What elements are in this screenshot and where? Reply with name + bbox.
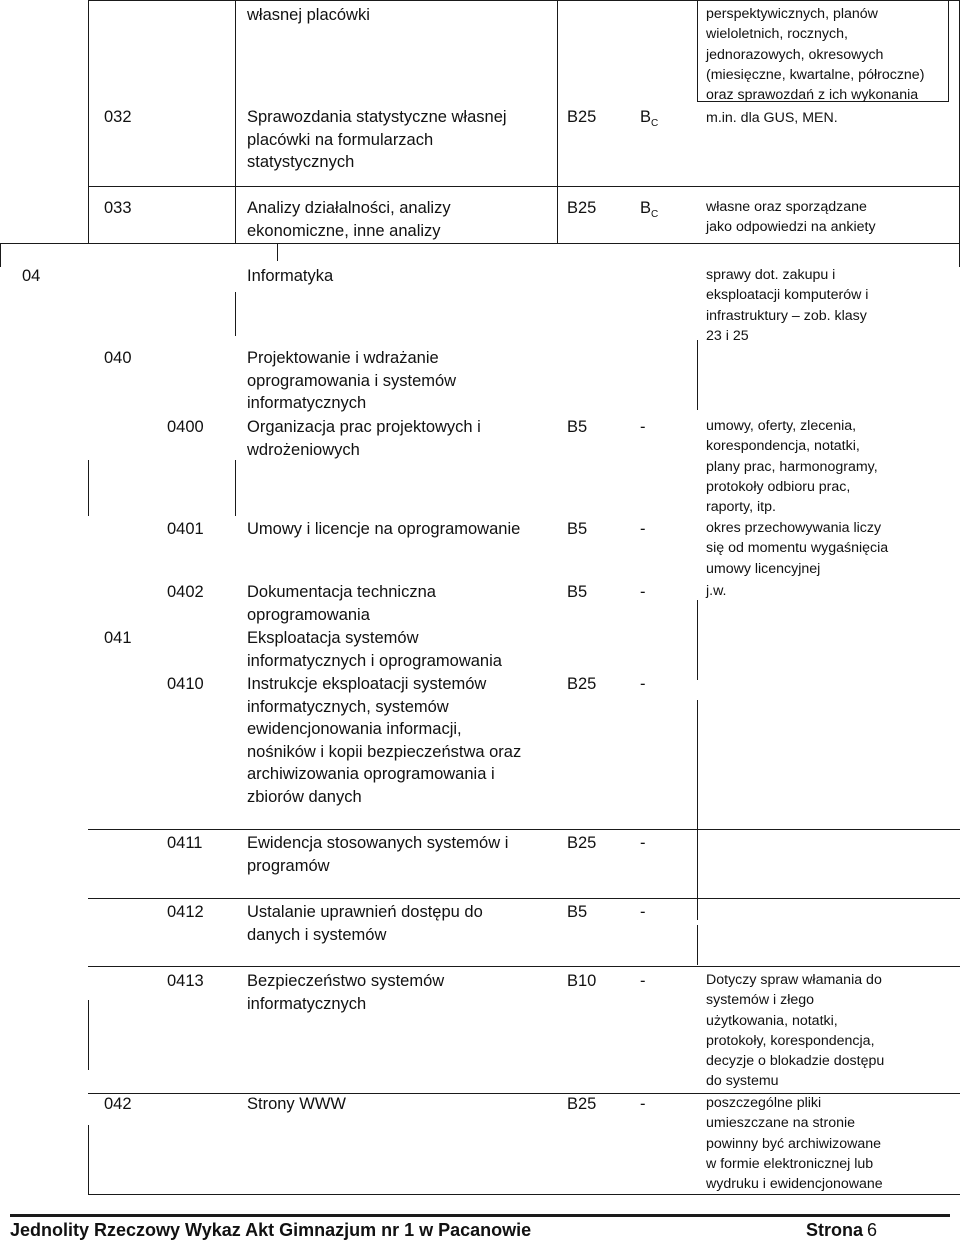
footer-page-value: 6 [867, 1220, 878, 1240]
row-category: B25 [567, 834, 597, 852]
row-description: Dokumentacja techniczna oprogramowania [247, 583, 436, 624]
grid-line [88, 1125, 89, 1195]
row-description: Sprawozdania statystyczne własnej placówki na formularzach statystycznych [247, 108, 507, 171]
row-symbol: 0411 [167, 834, 203, 852]
row-symbol: 0402 [167, 583, 204, 601]
row-description: Eksploatacja systemów informatycznych i oprogramowania [247, 629, 502, 670]
grid-line [88, 0, 89, 244]
grid-line [235, 460, 236, 516]
row-description: Analizy działalności, analizy ekonomiczne, inne analizy [247, 199, 451, 240]
row-category-secondary: - [640, 583, 646, 601]
row-notes: Dotyczy spraw włamania do systemów i złego użytkowania, notatki, protokoły, korespondencja, decyzje o blokadzie dostępu do systemu [706, 972, 885, 1090]
category-subscript: C [651, 209, 659, 220]
footer-title: Jednolity Rzeczowy Wykaz Akt Gimnazjum nr 1 w Pacanowie [10, 1220, 532, 1240]
row-category-secondary: - [640, 418, 646, 436]
row-category: B25 [567, 675, 597, 693]
row-description: Projektowanie i wdrażanie oprogramowania i systemów informatycznych [247, 349, 457, 412]
row-description: Bezpieczeństwo systemów informatycznych [247, 972, 445, 1013]
grid-line [235, 292, 236, 336]
row-symbol: 032 [104, 108, 132, 126]
grid-line [88, 1000, 89, 1070]
row-description: własnej placówki [247, 6, 370, 24]
grid-line [88, 0, 960, 1]
grid-line [88, 829, 960, 830]
row-symbol: 040 [104, 349, 132, 367]
row-symbol: 0401 [167, 520, 204, 538]
row-category: B25 [567, 108, 597, 126]
row-symbol: 042 [104, 1095, 132, 1113]
row-symbol: 0413 [167, 972, 204, 990]
row-category-secondary: - [640, 1095, 646, 1113]
row-symbol: 0400 [167, 418, 204, 436]
row-description: Ustalanie uprawnień dostępu do danych i systemów [247, 903, 483, 944]
row-category: B5 [567, 418, 588, 436]
row-notes: okres przechowywania liczy się od momentu wygaśnięcia umowy licencyjnej [706, 520, 889, 577]
row-notes: własne oraz sporządzane jako odpowiedzi na ankiety [706, 199, 876, 236]
row-category-secondary: - [640, 834, 646, 852]
row-notes: sprawy dot. zakupu i eksploatacji komputerów i infrastruktury – zob. klasy 23 i 25 [706, 267, 869, 344]
grid-line [697, 0, 698, 102]
row-category: B5 [567, 583, 588, 601]
row-description: Ewidencja stosowanych systemów i programów [247, 834, 509, 875]
grid-line [697, 700, 698, 920]
footer-rule [10, 1214, 950, 1217]
grid-line [697, 925, 698, 965]
row-symbol: 0410 [167, 675, 204, 693]
row-description: Umowy i licencje na oprogramowanie [247, 520, 521, 538]
row-category-secondary: - [640, 972, 646, 990]
row-notes: umowy, oferty, zlecenia, korespondencja, notatki, plany prac, harmonogramy, protokoły odbioru prac, raporty, itp. [706, 418, 878, 516]
row-category-secondary: - [640, 675, 646, 693]
row-category-secondary [640, 197, 658, 223]
grid-line [0, 243, 1, 267]
category-subscript: C [651, 118, 659, 129]
row-symbol: 04 [22, 267, 41, 285]
row-description: Strony WWW [247, 1095, 346, 1113]
row-notes: poszczególne pliki umieszczane na stronie powinny być archiwizowane w formie elektronicznej lub wydruku i ewidencjonowane [706, 1095, 883, 1193]
row-notes: j.w. [706, 583, 727, 599]
category-letter: B [640, 108, 652, 126]
grid-line [88, 186, 960, 187]
row-category: B25 [567, 1095, 597, 1113]
grid-line [235, 0, 236, 244]
row-category-secondary: - [640, 903, 646, 921]
row-symbol: 041 [104, 629, 132, 647]
row-symbol: 0412 [167, 903, 204, 921]
grid-line [88, 898, 960, 899]
grid-line [88, 966, 960, 967]
row-category: B25 [567, 199, 597, 217]
row-description: Informatyka [247, 267, 334, 285]
row-notes: m.in. dla GUS, MEN. [706, 110, 838, 126]
grid-line [697, 600, 698, 680]
row-category: B10 [567, 972, 597, 990]
category-letter: B [640, 199, 652, 217]
row-category: B5 [567, 520, 588, 538]
row-category-secondary: - [640, 520, 646, 538]
row-category: B5 [567, 903, 588, 921]
row-description: Organizacja prac projektowych i wdrożeniowych [247, 418, 481, 459]
footer-page-number [806, 1220, 877, 1241]
grid-line [948, 0, 949, 102]
row-description: Instrukcje eksploatacji systemów informatycznych, systemów ewidencjonowania informacji, nośników i kopii bezpieczeństwa oraz archiwizowania oprogramowania i zbiorów danych [247, 675, 522, 806]
grid-line [697, 340, 698, 410]
row-notes: perspektywicznych, planów wieloletnich, rocznych, jednorazowych, okresowych (miesięczne, kwartalne, półroczne) oraz sprawozdań z ich wykonania [706, 6, 925, 104]
grid-line [277, 243, 278, 261]
row-category-secondary [640, 106, 658, 132]
grid-line [88, 460, 89, 516]
grid-line [557, 0, 558, 244]
row-symbol: 033 [104, 199, 132, 217]
grid-line [0, 243, 960, 244]
footer-page-label: Strona [806, 1220, 864, 1240]
